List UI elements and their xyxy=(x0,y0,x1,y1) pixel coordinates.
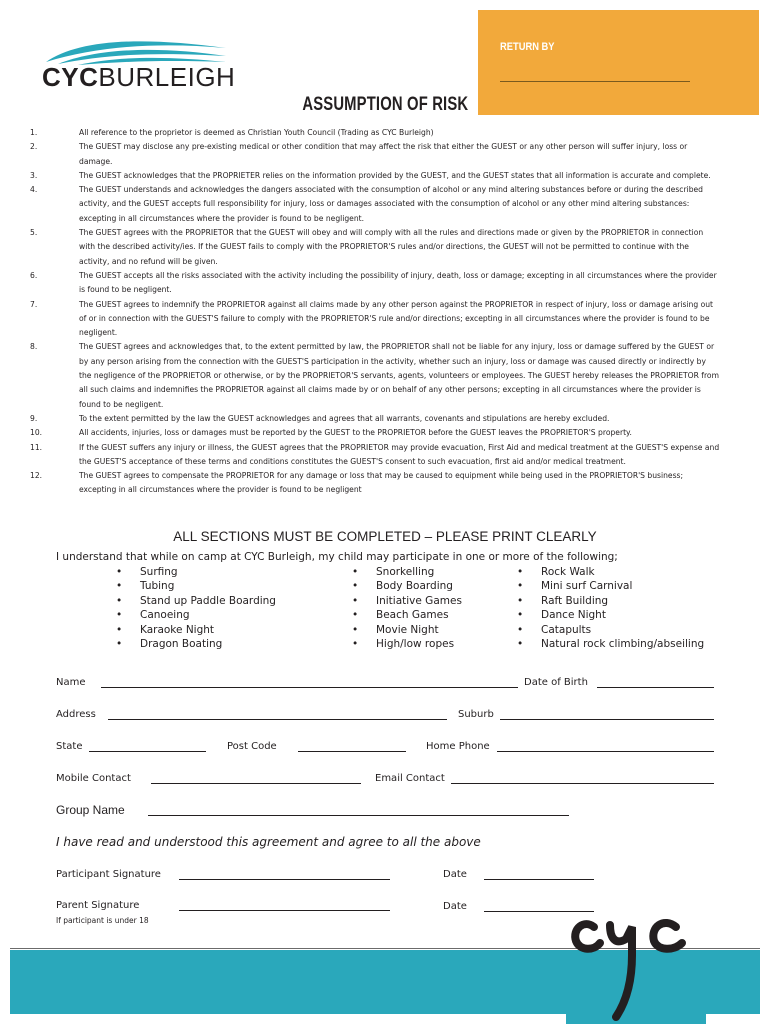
term-item xyxy=(30,340,720,411)
activities-column-1 xyxy=(116,565,276,651)
activity-item: • Surfing xyxy=(116,565,276,579)
postcode-input[interactable] xyxy=(298,751,406,752)
group-name-label: Group Name xyxy=(56,803,125,817)
activity-item: • Natural rock climbing/abseiling xyxy=(517,637,704,651)
term-item xyxy=(30,441,720,470)
logo-brand-bold: CYC xyxy=(42,62,99,92)
return-by-field[interactable] xyxy=(500,81,690,82)
page-title xyxy=(0,94,770,116)
term-item xyxy=(30,226,720,269)
activity-item: • Stand up Paddle Boarding xyxy=(116,594,276,608)
participant-date-label: Date xyxy=(443,869,467,880)
parent-signature-label: Parent Signature xyxy=(56,900,140,911)
state-input[interactable] xyxy=(89,751,206,752)
terms-list xyxy=(30,126,720,498)
mobile-input[interactable] xyxy=(151,783,361,784)
activity-item: • Tubing xyxy=(116,579,276,593)
activity-item: • Movie Night xyxy=(352,623,462,637)
parent-date-label: Date xyxy=(443,901,467,912)
activity-item: • Mini surf Carnival xyxy=(517,579,704,593)
term-item xyxy=(30,469,720,498)
term-item xyxy=(30,412,720,426)
state-label: State xyxy=(56,741,83,752)
logo-brand-light: BURLEIGH xyxy=(98,62,236,92)
term-number: 11. xyxy=(30,442,43,452)
term-text: To the extent permitted by the law the GUEST acknowledges and agrees that all warrants, covenants and stipulations are hereby excluded. xyxy=(79,413,610,423)
term-item xyxy=(30,269,720,298)
term-text: All reference to the proprietor is deemed as Christian Youth Council (Trading as CYC Burleigh) xyxy=(79,128,434,137)
return-by-label: RETURN BY xyxy=(500,41,555,53)
agreement-statement: I have read and understood this agreement and agree to all the above xyxy=(56,835,481,849)
activity-item: • Initiative Games xyxy=(352,594,462,608)
name-input[interactable] xyxy=(101,687,518,688)
name-label: Name xyxy=(56,677,86,688)
page-title-text: ASSUMPTION OF RISK xyxy=(302,94,468,115)
group-name-input[interactable] xyxy=(148,815,569,816)
term-item xyxy=(30,126,720,140)
term-number: 12. xyxy=(30,471,43,481)
term-text: The GUEST agrees to compensate the PROPRIETOR for any damage or loss that may be caused to equipment while being used in the PROPRIETOR'S business; excepting in all circumstances where the provider is found to be negligent xyxy=(79,471,684,495)
term-number: 1. xyxy=(30,128,38,137)
term-item xyxy=(30,169,720,183)
activities-column-2 xyxy=(352,565,462,651)
term-number: 7. xyxy=(30,299,38,309)
activity-item: • Rock Walk xyxy=(517,565,704,579)
email-input[interactable] xyxy=(451,783,714,784)
address-input[interactable] xyxy=(108,719,447,720)
term-text: If the GUEST suffers any injury or illness, the GUEST agrees that the PROPRIETOR may provide evacuation, First Aid and medical treatment at the GUEST'S expense and the GUEST'S acceptance of these terms and conditions constitutes the GUEST'S consent to such evacuation, first aid and/or medical treatment. xyxy=(79,442,720,466)
term-number: 10. xyxy=(30,428,43,438)
postcode-label: Post Code xyxy=(227,741,277,752)
address-label: Address xyxy=(56,709,96,720)
parent-signature-input[interactable] xyxy=(179,910,390,911)
activity-item: • High/low ropes xyxy=(352,637,462,651)
term-text: The GUEST acknowledges that the PROPRIETER relies on the information provided by the GUEST, and the GUEST states that all information is accurate and complete. xyxy=(79,170,711,180)
term-number: 3. xyxy=(30,170,38,180)
participant-signature-label: Participant Signature xyxy=(56,869,161,880)
activities-intro: I understand that while on camp at CYC Burleigh, my child may participate in one or more of the following; xyxy=(56,551,618,563)
term-item xyxy=(30,426,720,440)
term-item xyxy=(30,183,720,226)
sections-heading: ALL SECTIONS MUST BE COMPLETED – PLEASE PRINT CLEARLY xyxy=(173,529,597,544)
activity-item: • Dance Night xyxy=(517,608,704,622)
activity-item: • Karaoke Night xyxy=(116,623,276,637)
suburb-label: Suburb xyxy=(458,709,494,720)
activity-item: • Snorkelling xyxy=(352,565,462,579)
home-phone-input[interactable] xyxy=(497,751,714,752)
activities-column-3 xyxy=(517,565,704,651)
term-item xyxy=(30,298,720,341)
dob-input[interactable] xyxy=(597,687,714,688)
term-number: 4. xyxy=(30,185,38,195)
activity-item: • Dragon Boating xyxy=(116,637,276,651)
term-text: The GUEST understands and acknowledges the dangers associated with the consumption of alcohol or any mind altering substances before or during the described activity, and the GUEST accepts full responsibility for injury, loss or damages associated with the consumption of alcohol or any other mind altering substances: excepting in all circumstances where the provider is found to be negligent. xyxy=(79,185,703,223)
email-label: Email Contact xyxy=(375,773,445,784)
term-text: The GUEST accepts all the risks associated with the activity including the possibility of injury, death, loss or damage; excepting in all circumstances where the provider is found to be negligent. xyxy=(79,270,717,295)
activity-item: • Beach Games xyxy=(352,608,462,622)
participant-signature-input[interactable] xyxy=(179,879,390,880)
suburb-input[interactable] xyxy=(500,719,714,720)
cyc-script-logo-icon xyxy=(566,905,706,1024)
term-number: 8. xyxy=(30,342,38,352)
participant-date-input[interactable] xyxy=(484,879,594,880)
term-text: The GUEST agrees with the PROPRIETOR that the GUEST will obey and will comply with all the rules and directions made or given by the PROPRIETOR in connection with the described activity/ies. If the GUEST fails to comply with the PROPRIETOR'S rules and/or directions, the GUEST will not be permitted to continue with the activity, and no refund will be given. xyxy=(79,228,704,266)
activity-item: • Body Boarding xyxy=(352,579,462,593)
logo-wordmark xyxy=(42,62,235,93)
dob-label: Date of Birth xyxy=(524,677,588,688)
term-number: 2. xyxy=(30,142,38,152)
term-item xyxy=(30,140,720,169)
activity-item: • Catapults xyxy=(517,623,704,637)
term-number: 9. xyxy=(30,413,38,423)
term-text: The GUEST agrees to indemnify the PROPRIETOR against all claims made by any other person against the PROPRIETOR in respect of injury, loss or damage arising out of or in connection with the GUEST'S failure to comply with the PROPRIETOR'S rule and/or directions; excepting in all circumstances where the provider is found to be negligent. xyxy=(79,299,713,338)
activity-item: • Raft Building xyxy=(517,594,704,608)
term-number: 6. xyxy=(30,270,38,280)
term-text: The GUEST agrees and acknowledges that, to the extent permitted by law, the PROPRIETOR shall not be liable for any injury, loss or damage suffered by the GUEST or by any person arising from the connection with the GUEST'S participation in the activity, whether such an injury, loss or damage was caused directly or indirectly by the negligence of the PROPRIETOR or otherwise, or by the PROPRIETOR'S servants, agents, volunteers or employees. The GUEST hereby releases the PROPRIETOR from all such claims and indemnifies the PROPRIETOR against all claims made by or on behalf of any other persons; excepting in all circumstances where the provider is found to be negligent. xyxy=(79,342,719,409)
mobile-label: Mobile Contact xyxy=(56,773,131,784)
term-number: 5. xyxy=(30,228,38,238)
term-text: All accidents, injuries, loss or damages must be reported by the GUEST to the PROPRIETOR before the GUEST leaves the PROPRIETOR'S property. xyxy=(79,428,632,438)
term-text: The GUEST may disclose any pre-existing medical or other condition that may affect the risk that either the GUEST or any other person will suffer injury, loss or damage. xyxy=(79,142,688,166)
parent-note: If participant is under 18 xyxy=(56,916,149,925)
home-phone-label: Home Phone xyxy=(426,741,490,752)
activity-item: • Canoeing xyxy=(116,608,276,622)
